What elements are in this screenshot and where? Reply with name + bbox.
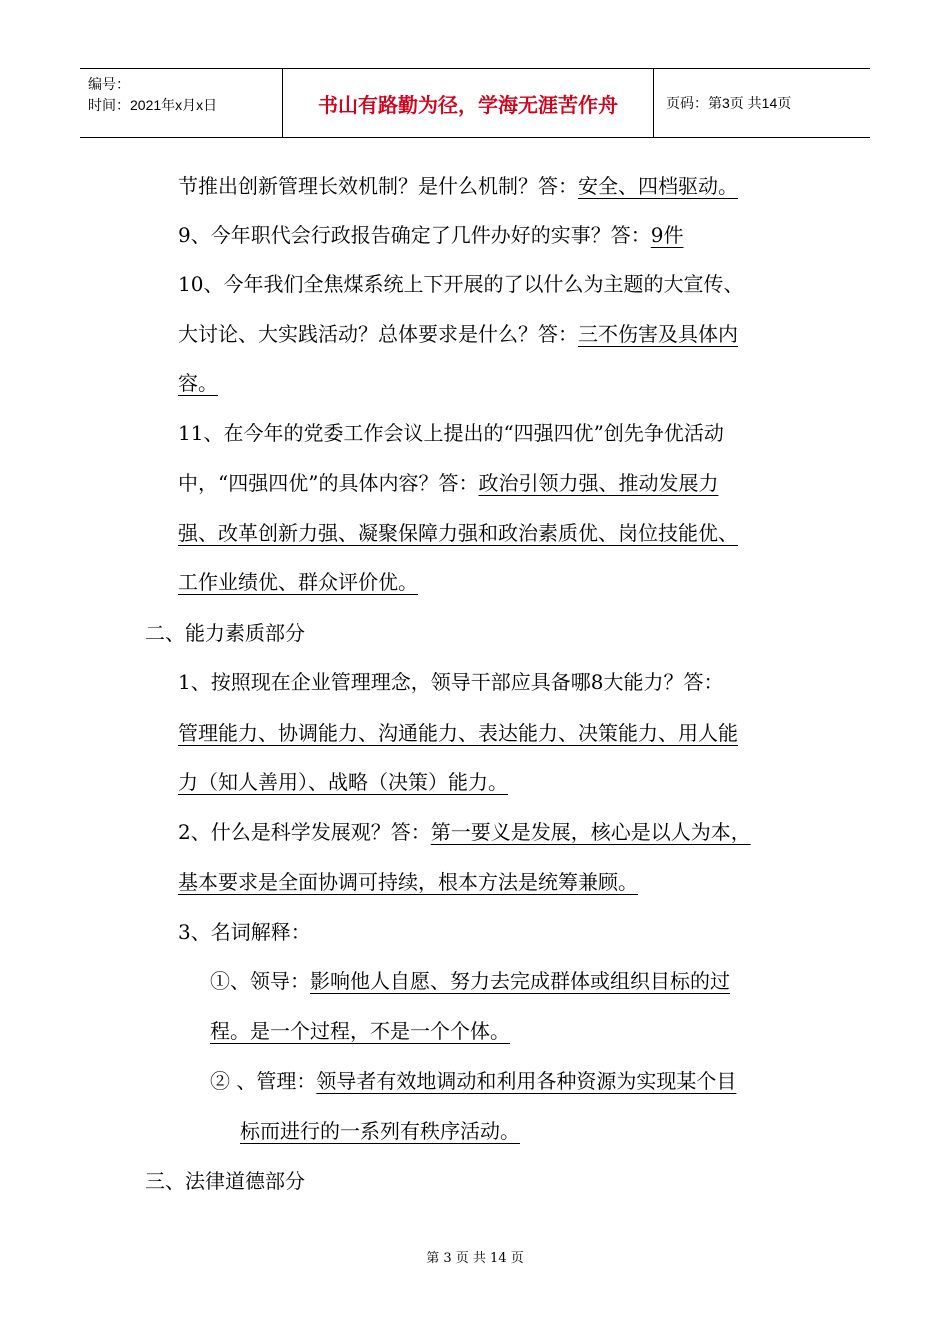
question-text: 9、今年职代会行政报告确定了几件办好的实事？答： <box>178 223 651 247</box>
text-line <box>178 768 508 796</box>
text-line <box>178 568 418 596</box>
text-line <box>210 967 730 995</box>
text-line <box>178 369 218 397</box>
section-title: 三、法律道德部分 <box>145 1169 305 1193</box>
text-line <box>178 221 683 249</box>
answer-text: 容。 <box>178 371 218 395</box>
term-text: ①、领导： <box>210 969 310 993</box>
header-meta <box>80 69 283 137</box>
question-text: 节推出创新管理长效机制？是什么机制？答： <box>178 174 578 198</box>
answer-text: 安全、四档驱动。 <box>578 174 738 198</box>
header-motto <box>283 69 654 137</box>
answer-text: 强、改革创新力强、凝聚保障力强和政治素质优、岗位技能优、 <box>178 521 738 545</box>
answer-text: 程。是一个过程，不是一个个体。 <box>210 1019 510 1043</box>
answer-text: 管理能力、协调能力、沟通能力、表达能力、决策能力、用人能 <box>178 721 738 745</box>
number-label: 编号： <box>88 76 130 92</box>
question-text: 大讨论、大实践活动？总体要求是什么？答： <box>178 322 578 346</box>
text-line <box>178 270 743 298</box>
page-info-text: 页码：第3页 共14页 <box>666 95 792 111</box>
answer-text: 三不伤害及具体内 <box>578 322 738 346</box>
answer-text: 第一要义是发展，核心是以人为本， <box>430 820 751 844</box>
text-line <box>178 519 738 547</box>
motto-text: 书山有路勤为径，学海无涯苦作舟 <box>318 92 618 117</box>
question-text: 10、今年我们全焦煤系统上下开展的了以什么为主题的大宣传、 <box>178 272 744 296</box>
question-text: 1、按照现在企业管理理念，领导干部应具备哪8大能力？答： <box>178 670 724 694</box>
answer-text: 基本要求是全面协调可持续，根本方法是统筹兼顾。 <box>178 870 638 894</box>
time-label: 时间：2021年x月x日 <box>88 97 218 113</box>
page-header <box>80 68 870 138</box>
question-text: 11、在今年的党委工作会议上提出的“四强四优”创先争优活动 <box>178 421 724 445</box>
question-text: 3、名词解释： <box>178 920 311 944</box>
answer-text: 标而进行的一系列有秩序活动。 <box>240 1119 520 1143</box>
text-line <box>178 172 738 200</box>
text-line <box>210 1067 736 1095</box>
text-line <box>210 1017 510 1045</box>
text-line <box>178 668 723 696</box>
section-title: 二、能力素质部分 <box>145 621 305 645</box>
answer-text: 领导者有效地调动和利用各种资源为实现某个目 <box>316 1069 737 1093</box>
text-line <box>178 719 738 747</box>
term-text: ② 、管理： <box>210 1069 317 1093</box>
section-heading <box>145 619 305 647</box>
text-line <box>178 419 724 447</box>
answer-text: 影响他人自愿、努力去完成群体或组织目标的过 <box>310 969 730 993</box>
answer-text: 力（知人善用）、战略（决策）能力。 <box>178 770 508 794</box>
text-line <box>178 818 751 846</box>
section-heading <box>145 1167 305 1195</box>
text-line <box>178 868 638 896</box>
answer-text: 政治引领力强、推动发展力 <box>478 471 719 495</box>
question-text: 2、什么是科学发展观？答： <box>178 820 431 844</box>
header-page-info <box>654 69 870 137</box>
question-text: 中，“四强四优”的具体内容？答： <box>178 471 479 495</box>
page-footer: 第 3 页 共 14 页 <box>426 1251 524 1266</box>
answer-text: 9件 <box>650 223 684 247</box>
text-line <box>240 1117 520 1145</box>
text-line <box>178 918 311 946</box>
text-line <box>178 320 738 348</box>
text-line <box>178 469 718 497</box>
answer-text: 工作业绩优、群众评价优。 <box>178 570 418 594</box>
